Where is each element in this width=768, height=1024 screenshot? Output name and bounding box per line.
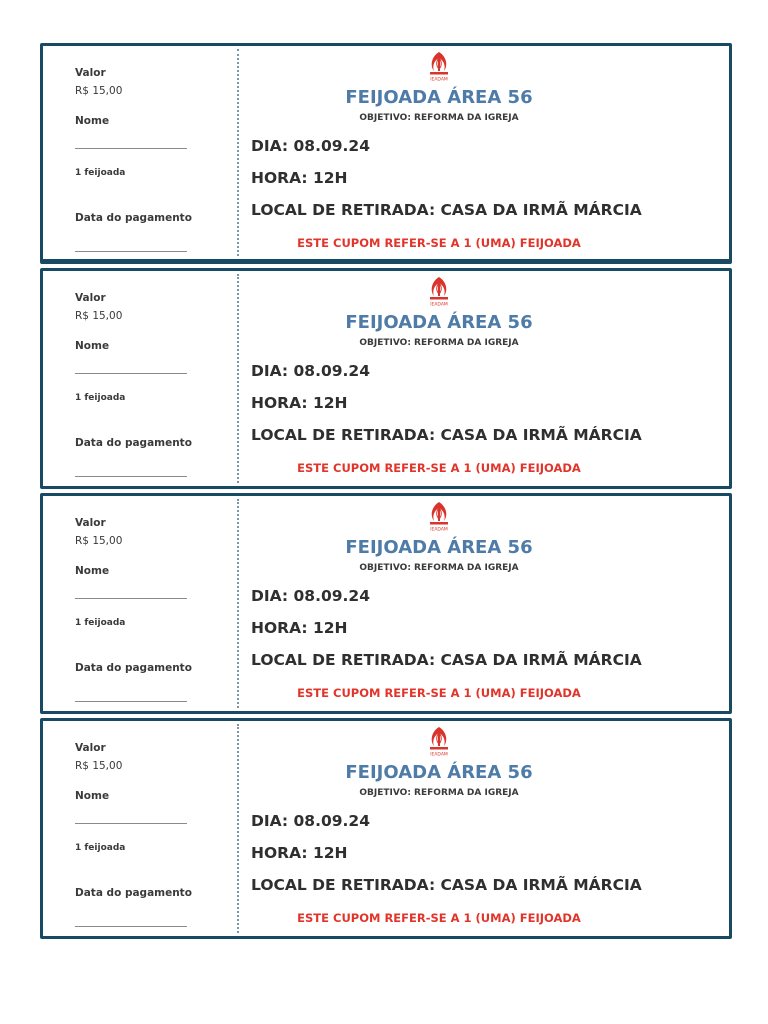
price-value: R$ 15,00 — [75, 535, 123, 547]
name-write-line — [75, 823, 187, 824]
coupon-note: ESTE CUPOM REFER-SE A 1 (UMA) FEIJOADA — [297, 461, 581, 475]
nome-label: Nome — [75, 790, 110, 802]
event-date: DIA: 08.09.24 — [251, 812, 370, 830]
quantity-text: 1 feijoada — [75, 393, 126, 403]
price-value: R$ 15,00 — [75, 85, 123, 97]
pickup-location: LOCAL DE RETIRADA: CASA DA IRMÃ MÁRCIA — [251, 876, 642, 894]
nome-label: Nome — [75, 340, 110, 352]
logo-caption: IEADAM — [430, 77, 448, 82]
logo-caption: IEADAM — [430, 527, 448, 532]
event-date: DIA: 08.09.24 — [251, 362, 370, 380]
church-logo-icon — [427, 500, 451, 532]
coupon-main — [239, 721, 729, 936]
event-objective: OBJETIVO: REFORMA DA IGREJA — [359, 563, 519, 573]
event-date: DIA: 08.09.24 — [251, 587, 370, 605]
coupon-4 — [40, 718, 732, 939]
payment-date-label: Data do pagamento — [75, 662, 192, 674]
church-logo-icon — [427, 275, 451, 307]
event-objective: OBJETIVO: REFORMA DA IGREJA — [359, 788, 519, 798]
event-time: HORA: 12H — [251, 844, 348, 862]
quantity-text: 1 feijoada — [75, 843, 126, 853]
coupon-stub — [43, 496, 237, 711]
coupon-1 — [40, 43, 732, 264]
event-time: HORA: 12H — [251, 394, 348, 412]
coupon-main — [239, 271, 729, 486]
payment-date-write-line — [75, 926, 187, 927]
name-write-line — [75, 598, 187, 599]
nome-label: Nome — [75, 565, 110, 577]
logo-caption: IEADAM — [430, 752, 448, 757]
payment-date-label: Data do pagamento — [75, 212, 192, 224]
pickup-location: LOCAL DE RETIRADA: CASA DA IRMÃ MÁRCIA — [251, 201, 642, 219]
church-logo-icon — [427, 725, 451, 757]
nome-label: Nome — [75, 115, 110, 127]
price-value: R$ 15,00 — [75, 760, 123, 772]
coupon-stub — [43, 271, 237, 486]
price-value: R$ 15,00 — [75, 310, 123, 322]
event-title: FEIJOADA ÁREA 56 — [345, 537, 533, 558]
event-title: FEIJOADA ÁREA 56 — [345, 762, 533, 783]
payment-date-label: Data do pagamento — [75, 887, 192, 899]
event-time: HORA: 12H — [251, 169, 348, 187]
coupon-main — [239, 46, 729, 259]
payment-date-write-line — [75, 476, 187, 477]
payment-date-write-line — [75, 251, 187, 252]
coupon-note: ESTE CUPOM REFER-SE A 1 (UMA) FEIJOADA — [297, 686, 581, 700]
event-objective: OBJETIVO: REFORMA DA IGREJA — [359, 338, 519, 348]
coupon-note: ESTE CUPOM REFER-SE A 1 (UMA) FEIJOADA — [297, 236, 581, 250]
payment-date-write-line — [75, 701, 187, 702]
church-logo-icon — [427, 50, 451, 82]
quantity-text: 1 feijoada — [75, 618, 126, 628]
event-title: FEIJOADA ÁREA 56 — [345, 312, 533, 333]
coupon-stub — [43, 46, 237, 259]
valor-label: Valor — [75, 292, 106, 304]
coupon-stub — [43, 721, 237, 936]
event-title: FEIJOADA ÁREA 56 — [345, 87, 533, 108]
name-write-line — [75, 148, 187, 149]
coupon-note: ESTE CUPOM REFER-SE A 1 (UMA) FEIJOADA — [297, 911, 581, 925]
event-date: DIA: 08.09.24 — [251, 137, 370, 155]
coupon-main — [239, 496, 729, 711]
coupon-2 — [40, 268, 732, 489]
pickup-location: LOCAL DE RETIRADA: CASA DA IRMÃ MÁRCIA — [251, 651, 642, 669]
valor-label: Valor — [75, 67, 106, 79]
valor-label: Valor — [75, 517, 106, 529]
event-time: HORA: 12H — [251, 619, 348, 637]
payment-date-label: Data do pagamento — [75, 437, 192, 449]
event-objective: OBJETIVO: REFORMA DA IGREJA — [359, 113, 519, 123]
quantity-text: 1 feijoada — [75, 168, 126, 178]
pickup-location: LOCAL DE RETIRADA: CASA DA IRMÃ MÁRCIA — [251, 426, 642, 444]
coupon-3 — [40, 493, 732, 714]
name-write-line — [75, 373, 187, 374]
valor-label: Valor — [75, 742, 106, 754]
logo-caption: IEADAM — [430, 302, 448, 307]
